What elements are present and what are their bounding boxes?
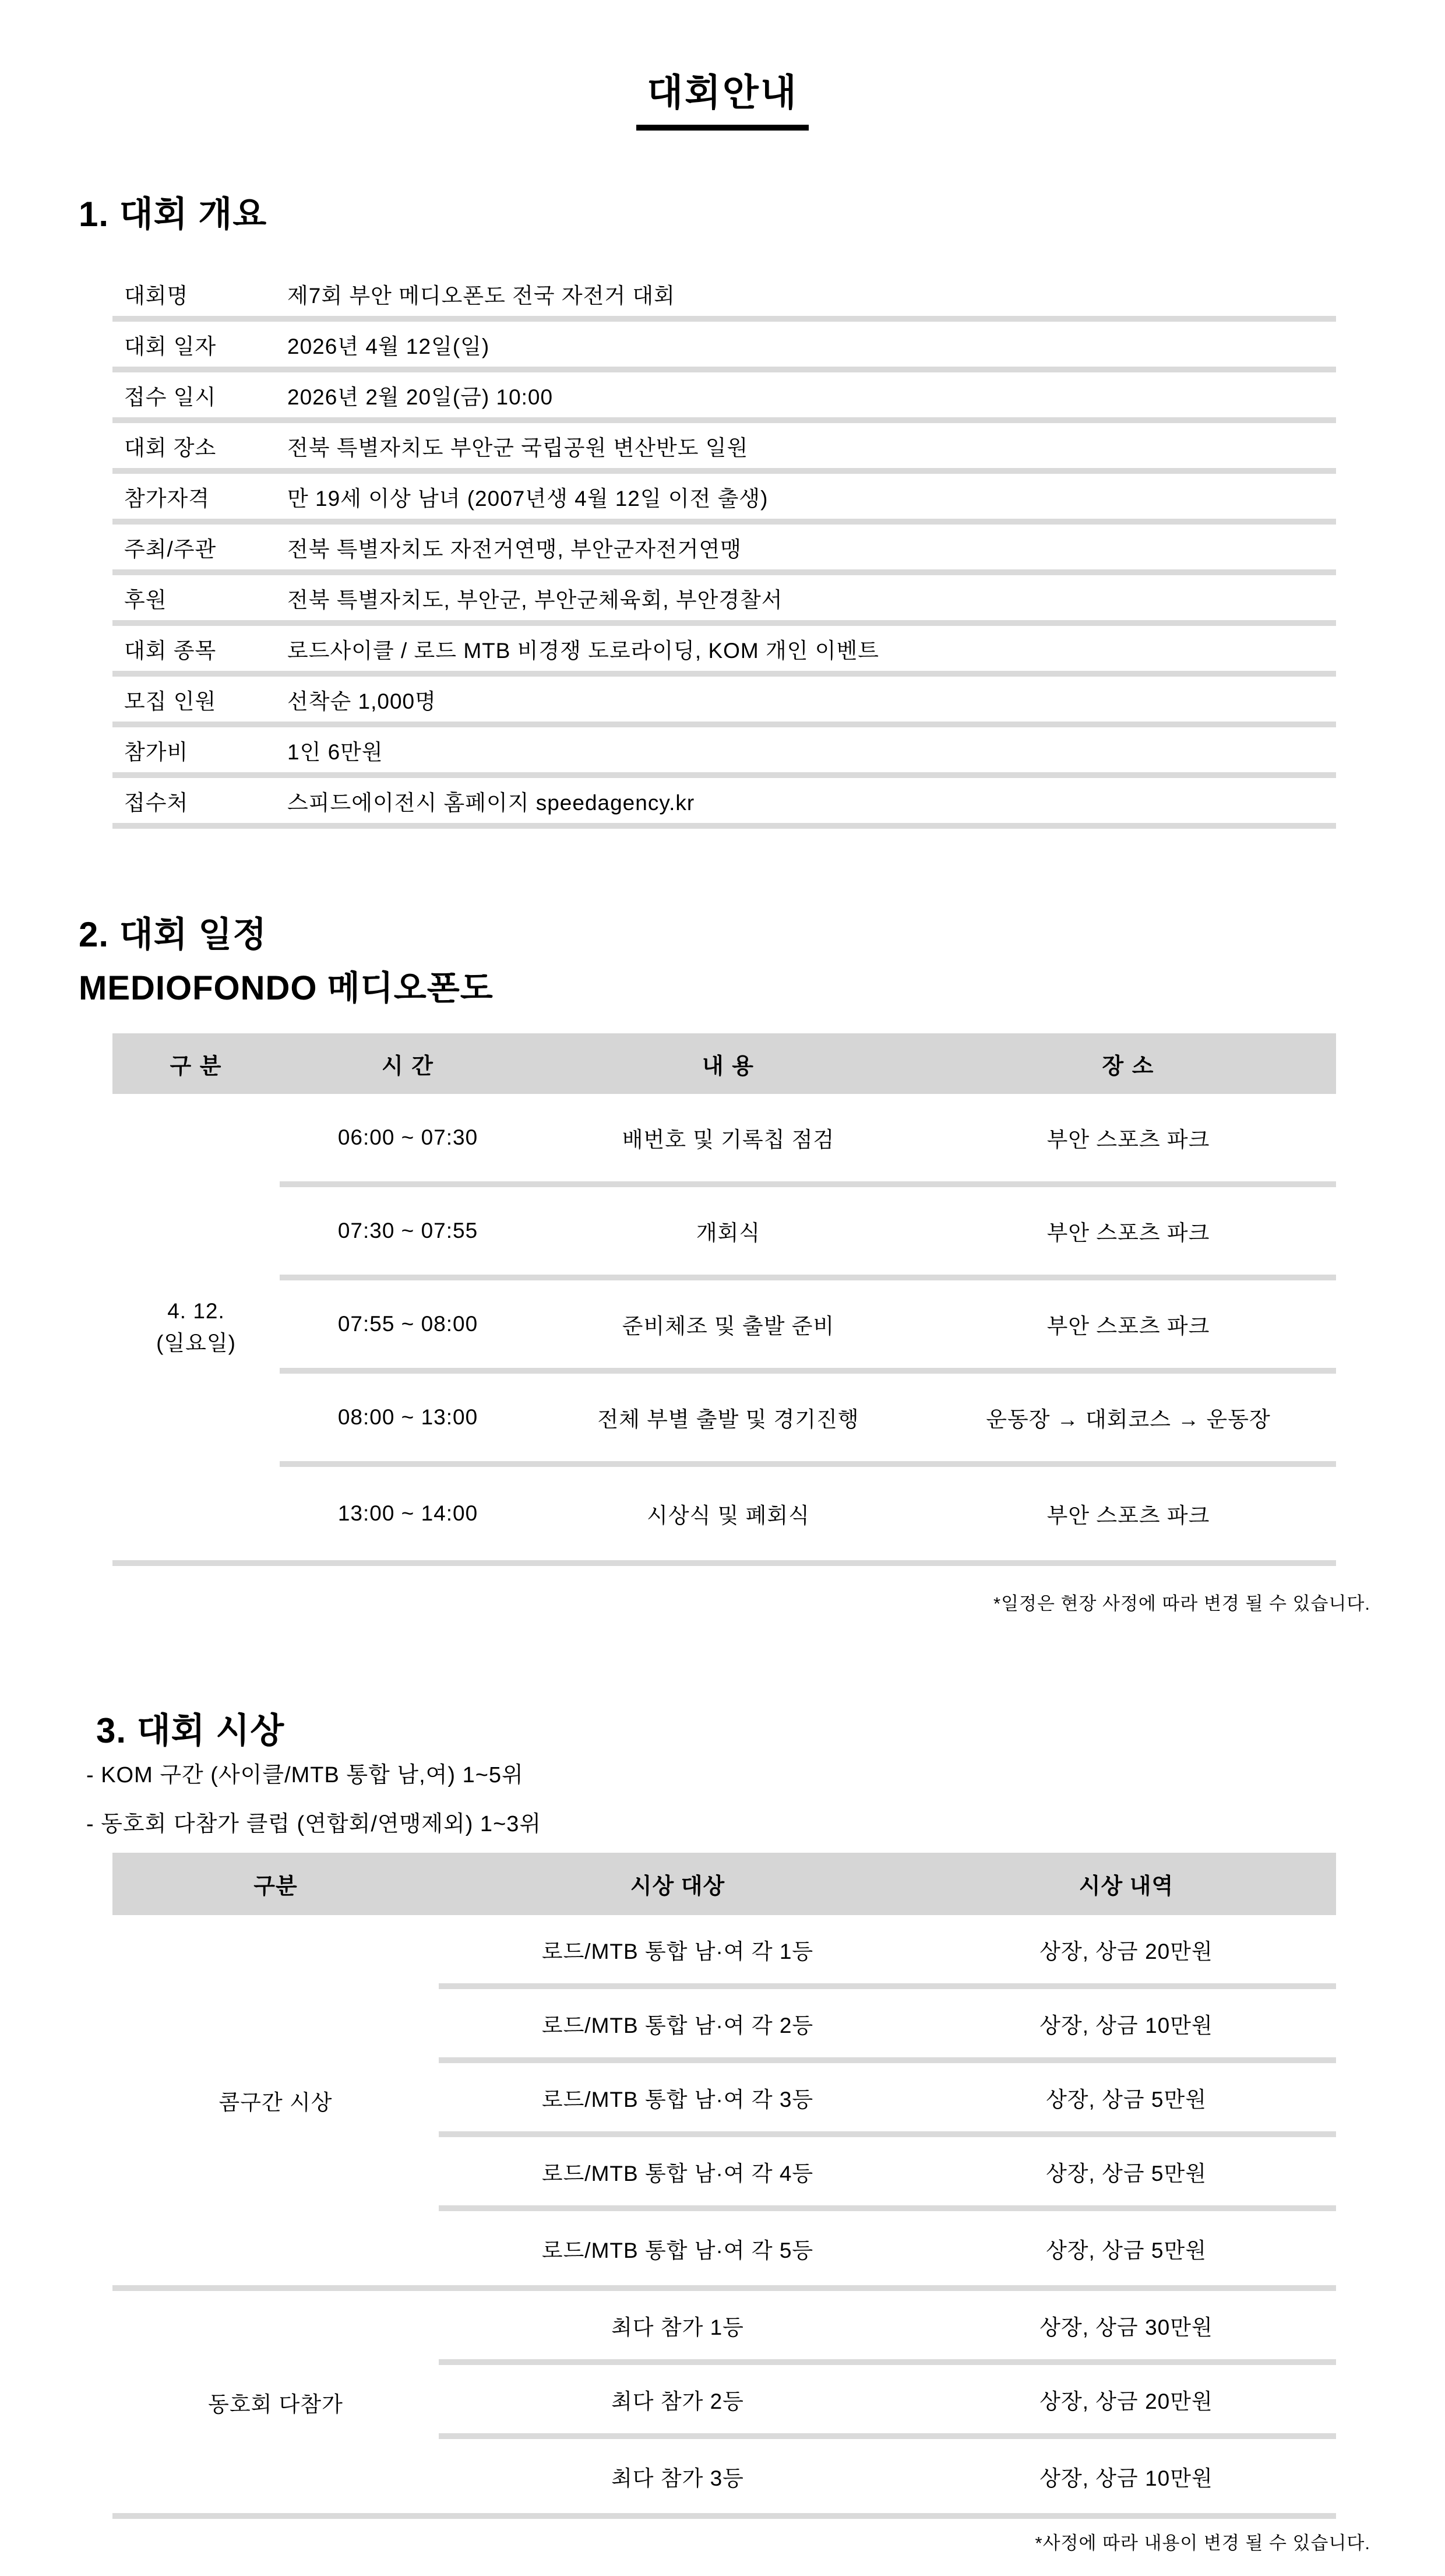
overview-label: 주최/주관 <box>124 537 217 561</box>
award-target: 로드/MTB 통합 남·여 각 3등 <box>541 2087 814 2112</box>
overview-label: 모집 인원 <box>124 689 217 713</box>
awards-header-row <box>112 1853 1336 1915</box>
schedule-header-category: 구 분 <box>170 1054 223 1079</box>
award-bullet-kom: - KOM 구간 (사이클/MTB 통합 남,여) 1~5위 <box>86 1763 524 1787</box>
awards-row <box>439 2063 1336 2137</box>
schedule-content: 시상식 및 폐회식 <box>647 1504 810 1528</box>
schedule-row <box>280 1094 1336 1187</box>
section-3-heading: 3. 대회 시상 <box>96 1711 285 1750</box>
awards-header-detail: 시상 내역 <box>1079 1874 1174 1899</box>
schedule-header-row <box>112 1033 1336 1094</box>
overview-label: 접수처 <box>124 790 189 815</box>
awards-row <box>439 2365 1336 2439</box>
awards-row <box>439 1915 1336 1989</box>
overview-label: 대회명 <box>124 283 189 308</box>
overview-value: 전북 특별자치도 부안군 국립공원 변산반도 일원 <box>287 435 749 460</box>
page-title: 대회안내 <box>636 63 808 131</box>
awards-group-divider <box>112 2285 1336 2291</box>
schedule-content: 전체 부별 출발 및 경기진행 <box>597 1407 859 1431</box>
overview-value: 로드사이클 / 로드 MTB 비경쟁 도로라이딩, KOM 개인 이벤트 <box>287 638 880 663</box>
overview-row <box>112 271 1336 322</box>
schedule-place: 부안 스포츠 파크 <box>1046 1504 1210 1528</box>
award-target: 로드/MTB 통합 남·여 각 1등 <box>541 1939 814 1963</box>
awards-group-label: 동호회 다참가 <box>208 2392 343 2416</box>
award-detail: 상장, 상금 30만원 <box>1039 2315 1213 2339</box>
section-2-heading: 2. 대회 일정 <box>79 915 267 954</box>
awards-header-target: 시상 대상 <box>630 1874 725 1899</box>
award-target: 최다 참가 3등 <box>611 2466 744 2490</box>
schedule-date-line1: 4. 12. <box>167 1298 225 1323</box>
schedule-place: 부안 스포츠 파크 <box>1046 1128 1210 1152</box>
schedule-content: 개회식 <box>696 1221 761 1245</box>
awards-row <box>439 2291 1336 2365</box>
schedule-footnote: *일정은 현장 사정에 따라 변경 될 수 있습니다. <box>993 1593 1370 1614</box>
award-target: 로드/MTB 통합 남·여 각 4등 <box>541 2161 814 2186</box>
overview-label: 참가비 <box>124 740 189 764</box>
overview-value: 2026년 4월 12일(일) <box>287 334 490 358</box>
awards-row <box>439 1989 1336 2063</box>
award-detail: 상장, 상금 5만원 <box>1046 2238 1207 2262</box>
overview-value: 1인 6만원 <box>287 740 383 764</box>
overview-row <box>112 778 1336 829</box>
award-bullet-club: - 동호회 다참가 클럽 (연합회/연맹제외) 1~3위 <box>86 1812 542 1836</box>
overview-value: 스피드에이전시 홈페이지 speedagency.kr <box>287 790 695 815</box>
overview-label: 대회 장소 <box>124 435 217 460</box>
awards-footnote: *사정에 따라 내용이 변경 될 수 있습니다. <box>1035 2533 1370 2553</box>
awards-table <box>112 1853 1336 2519</box>
schedule-time: 07:55 ~ 08:00 <box>337 1312 478 1336</box>
awards-bottom-divider <box>112 2513 1336 2519</box>
schedule-row <box>280 1280 1336 1374</box>
schedule-header-time: 시 간 <box>382 1054 434 1079</box>
award-detail: 상장, 상금 10만원 <box>1039 2466 1213 2490</box>
overview-row <box>112 474 1336 525</box>
section-2-subheading: MEDIOFONDO 메디오폰도 <box>79 969 494 1007</box>
overview-value: 선착순 1,000명 <box>287 689 436 713</box>
schedule-date-cell <box>112 1094 280 1560</box>
overview-value: 전북 특별자치도, 부안군, 부안군체육회, 부안경찰서 <box>287 587 783 612</box>
overview-label: 후원 <box>124 587 167 612</box>
schedule-row <box>280 1187 1336 1280</box>
awards-group-kom <box>112 1915 1336 2285</box>
overview-label: 참가자격 <box>124 486 210 511</box>
schedule-content: 배번호 및 기록칩 점검 <box>622 1128 835 1152</box>
schedule-body <box>112 1094 1336 1560</box>
schedule-header-place: 장 소 <box>1102 1054 1155 1079</box>
schedule-date-line2: (일요일) <box>156 1331 236 1355</box>
award-detail: 상장, 상금 10만원 <box>1039 2013 1213 2037</box>
schedule-place: 운동장 → 대회코스 → 운동장 <box>986 1407 1271 1431</box>
overview-label: 대회 종목 <box>124 638 217 663</box>
award-target: 최다 참가 1등 <box>611 2315 744 2339</box>
overview-row <box>112 575 1336 626</box>
awards-group-label: 콤구간 시상 <box>218 2090 333 2114</box>
overview-row <box>112 423 1336 474</box>
schedule-bottom-divider <box>112 1560 1336 1566</box>
overview-row <box>112 372 1336 423</box>
overview-value: 제7회 부안 메디오폰도 전국 자전거 대회 <box>287 283 675 308</box>
schedule-place: 부안 스포츠 파크 <box>1046 1314 1210 1338</box>
schedule-time: 06:00 ~ 07:30 <box>337 1125 478 1149</box>
overview-row <box>112 322 1336 372</box>
schedule-time: 07:30 ~ 07:55 <box>337 1219 478 1243</box>
awards-row <box>439 2211 1336 2285</box>
overview-value: 만 19세 이상 남녀 (2007년생 4월 12일 이전 출생) <box>287 486 769 511</box>
schedule-time: 13:00 ~ 14:00 <box>337 1501 478 1525</box>
overview-label: 대회 일자 <box>124 334 217 358</box>
schedule-place: 부안 스포츠 파크 <box>1046 1221 1210 1245</box>
awards-row <box>439 2439 1336 2513</box>
award-target: 최다 참가 2등 <box>611 2389 744 2413</box>
overview-value: 2026년 2월 20일(금) 10:00 <box>287 385 554 409</box>
award-detail: 상장, 상금 20만원 <box>1039 2389 1213 2413</box>
awards-rows <box>439 2291 1336 2513</box>
awards-group-club <box>112 2291 1336 2513</box>
schedule-content: 준비체조 및 출발 준비 <box>622 1314 835 1338</box>
awards-row <box>439 2137 1336 2211</box>
schedule-row <box>280 1467 1336 1560</box>
award-target: 로드/MTB 통합 남·여 각 2등 <box>541 2013 814 2037</box>
awards-header-category: 구분 <box>253 1874 298 1899</box>
overview-table <box>112 271 1336 829</box>
overview-value: 전북 특별자치도 자전거연맹, 부안군자전거연맹 <box>287 537 742 561</box>
award-detail: 상장, 상금 5만원 <box>1046 2161 1207 2186</box>
schedule-header-content: 내 용 <box>702 1054 755 1079</box>
award-detail: 상장, 상금 5만원 <box>1046 2087 1207 2112</box>
overview-row <box>112 677 1336 727</box>
overview-row <box>112 727 1336 778</box>
award-target: 로드/MTB 통합 남·여 각 5등 <box>541 2238 814 2262</box>
schedule-table <box>112 1033 1336 1566</box>
schedule-rows <box>280 1094 1336 1560</box>
schedule-time: 08:00 ~ 13:00 <box>337 1405 478 1429</box>
awards-rows <box>439 1915 1336 2285</box>
title-wrap <box>0 63 1445 131</box>
overview-row <box>112 626 1336 677</box>
award-detail: 상장, 상금 20만원 <box>1039 1939 1213 1963</box>
section-1-heading: 1. 대회 개요 <box>79 195 267 234</box>
overview-row <box>112 525 1336 575</box>
overview-label: 접수 일시 <box>124 385 217 409</box>
schedule-row <box>280 1374 1336 1467</box>
